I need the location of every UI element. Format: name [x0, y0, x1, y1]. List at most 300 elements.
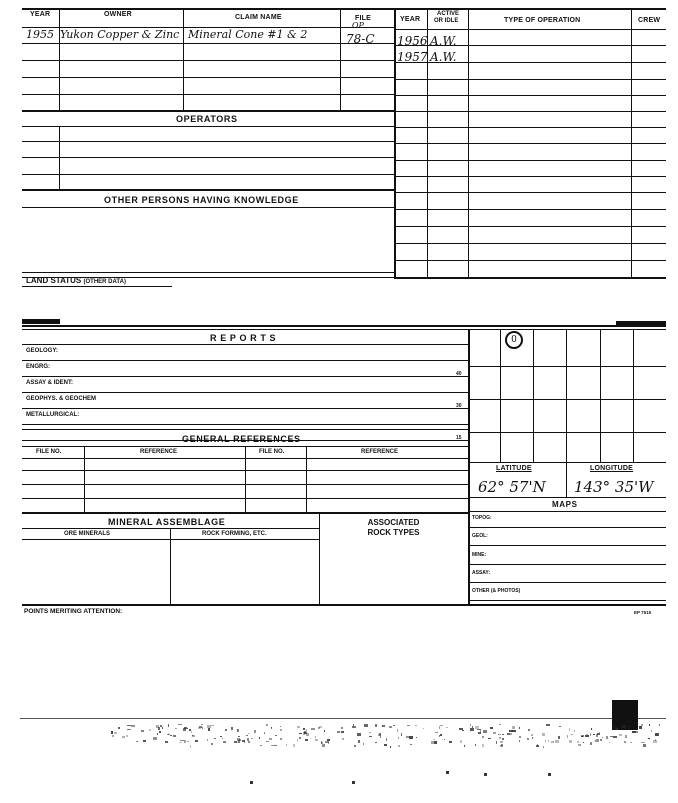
noise-dot: [352, 781, 355, 784]
grid-vertical-line: [500, 329, 501, 462]
noise-speck: [532, 737, 533, 739]
activity-header-line: [394, 29, 666, 30]
noise-speck: [596, 739, 599, 742]
claims-col-divider: [59, 8, 60, 110]
noise-dot: [250, 781, 253, 784]
activity-row-line: [394, 62, 666, 63]
operators-line: [22, 141, 394, 142]
maps-row-label: ASSAY:: [472, 570, 491, 576]
claims-header-owner: OWNER: [104, 11, 132, 18]
noise-speck: [398, 737, 399, 739]
activity-bottom-border: [394, 277, 666, 279]
noise-speck: [546, 724, 549, 726]
noise-speck: [202, 727, 204, 729]
noise-speck: [478, 732, 481, 734]
noise-speck: [187, 741, 189, 742]
noise-speck: [410, 744, 412, 746]
noise-speck: [435, 732, 438, 733]
noise-speck: [297, 726, 300, 727]
noise-speck: [460, 740, 462, 742]
report-row-number: 40: [456, 371, 462, 377]
activity-header-active: ACTIVE: [437, 11, 460, 17]
claims-header-year: YEAR: [30, 11, 51, 18]
mineral-assemblage-heading: MINERAL ASSEMBLAGE: [108, 517, 226, 527]
report-row-label: GEOPHYS. & GEOCHEM: [26, 396, 97, 402]
noise-speck: [266, 741, 269, 742]
noise-speck: [613, 736, 617, 738]
report-row-line: [22, 408, 468, 409]
activity-row-line: [394, 111, 666, 112]
claims-row-line: [22, 60, 394, 61]
noise-speck: [512, 726, 515, 729]
noise-speck: [578, 744, 581, 747]
activity-row-line: [394, 260, 666, 261]
noise-speck: [548, 740, 549, 742]
land-status-subtitle: (OTHER DATA): [83, 279, 126, 285]
noise-speck: [551, 741, 554, 743]
noise-speck: [315, 739, 317, 741]
activity-row-2-year: 1957: [397, 50, 428, 64]
noise-speck: [630, 742, 632, 743]
latlon-divider: [566, 462, 567, 497]
noise-speck: [311, 728, 315, 730]
claims-col-divider: [340, 8, 341, 110]
other-persons-heading: OTHER PERSONS HAVING KNOWLEDGE: [104, 195, 299, 205]
report-row-line: [22, 424, 468, 425]
activity-row-2-status: A.W.: [430, 50, 457, 64]
grid-vertical-line: [566, 329, 567, 462]
claims-row-line: [22, 43, 394, 44]
noise-speck: [648, 738, 650, 740]
noise-speck: [401, 733, 402, 736]
noise-speck: [585, 735, 589, 737]
noise-speck: [127, 729, 131, 730]
noise-speck: [389, 726, 393, 728]
noise-speck: [198, 727, 201, 729]
report-row-line: [22, 360, 468, 361]
noise-speck: [170, 735, 172, 736]
noise-speck: [614, 727, 617, 729]
noise-speck: [475, 726, 479, 729]
noise-speck: [446, 727, 448, 729]
activity-row-1-status: A.W.: [430, 34, 457, 48]
noise-speck: [248, 741, 250, 743]
noise-speck: [569, 740, 572, 742]
claim-entry-owner: Yukon Copper & Zinc: [60, 28, 180, 41]
noise-speck: [112, 735, 114, 737]
noise-speck: [470, 724, 471, 725]
mineral-assoc-divider: [319, 512, 320, 604]
noise-speck: [321, 742, 323, 745]
noise-speck: [490, 727, 493, 729]
noise-speck: [297, 739, 298, 742]
noise-speck: [434, 741, 437, 744]
noise-speck: [379, 733, 381, 736]
noise-speck: [509, 730, 513, 732]
noise-speck: [353, 724, 354, 726]
noise-speck: [369, 736, 372, 737]
grid-vertical-line: [600, 329, 601, 462]
operators-line: [22, 157, 394, 158]
activity-row-line: [394, 160, 666, 161]
noise-speck: [251, 738, 252, 739]
noise-speck: [439, 735, 440, 737]
maps-top-line: [468, 497, 666, 498]
noise-speck: [409, 736, 413, 739]
land-status-label: [26, 276, 126, 285]
noise-speck: [299, 737, 301, 740]
noise-speck: [482, 744, 484, 747]
noise-dot: [446, 771, 449, 774]
associated-line-2: ROCK TYPES: [367, 528, 420, 537]
noise-speck: [602, 737, 603, 738]
activity-row-line: [394, 192, 666, 193]
noise-speck: [111, 731, 113, 734]
noise-speck: [590, 742, 592, 745]
associated-rock-types-heading: [319, 518, 468, 538]
noise-speck: [397, 729, 398, 732]
noise-speck: [358, 740, 360, 743]
noise-speck: [375, 742, 377, 743]
noise-speck: [558, 736, 560, 739]
noise-dot: [548, 773, 551, 776]
claim-entry-year: 1955: [26, 28, 54, 41]
noise-speck: [211, 743, 213, 745]
operators-line: [22, 126, 394, 127]
noise-speck: [567, 735, 568, 738]
claim-entry-claim-name: Mineral Cone #1 & 2: [188, 28, 308, 41]
noise-speck: [639, 726, 642, 729]
noise-speck: [363, 743, 364, 745]
noise-speck: [510, 733, 512, 735]
mineral-col-divider: [170, 528, 171, 604]
noise-speck: [122, 736, 126, 739]
noise-speck: [569, 728, 571, 731]
other-persons-line: [22, 272, 394, 273]
maps-row-label: GEOL:: [472, 533, 488, 539]
grid-horizontal-line: [468, 399, 666, 400]
noise-speck: [464, 745, 465, 747]
noise-speck: [266, 724, 268, 726]
noise-speck: [254, 730, 256, 733]
scan-smudge: [22, 319, 60, 324]
lower-top-border-inner: [22, 329, 666, 330]
noise-speck: [586, 734, 588, 735]
noise-speck: [183, 728, 186, 731]
noise-speck: [382, 725, 385, 727]
noise-speck: [599, 732, 601, 734]
noise-speck: [519, 736, 522, 738]
noise-speck: [590, 733, 591, 736]
noise-speck: [165, 741, 169, 743]
noise-speck: [162, 727, 163, 730]
noise-speck: [143, 740, 145, 742]
noise-speck: [231, 727, 233, 730]
claims-header-file: FILE: [355, 15, 371, 22]
points-meriting-attention: POINTS MERITING ATTENTION:: [24, 608, 123, 615]
ref-header-file-no-2: FILE NO.: [259, 449, 285, 455]
noise-speck: [593, 734, 594, 735]
noise-speck: [583, 742, 584, 743]
report-row-number: 30: [456, 403, 462, 409]
noise-speck: [393, 725, 395, 726]
report-row-label: ASSAY & IDENT:: [26, 380, 74, 386]
noise-speck: [610, 736, 614, 738]
noise-speck: [234, 741, 237, 742]
report-row-label: METALLURGICAL:: [26, 412, 80, 418]
activity-row-line: [394, 79, 666, 80]
noise-speck: [280, 729, 283, 731]
noise-speck: [398, 745, 400, 746]
associated-line-1: ASSOCIATED: [367, 518, 420, 527]
ref-header-file-no-1: FILE NO.: [36, 449, 62, 455]
activity-row-line: [394, 127, 666, 128]
noise-speck: [581, 736, 584, 737]
noise-speck: [369, 732, 371, 733]
noise-speck: [195, 740, 198, 742]
noise-speck: [136, 741, 139, 743]
noise-speck: [244, 742, 245, 744]
noise-speck: [440, 725, 443, 726]
ref-bottom-border: [22, 512, 468, 514]
operators-bottom-border: [22, 189, 394, 191]
noise-speck: [114, 732, 117, 734]
noise-speck: [248, 733, 251, 735]
operators-heading: OPERATORS: [176, 114, 238, 124]
lower-top-border: [22, 325, 666, 327]
noise-speck: [542, 733, 545, 736]
noise-speck: [628, 727, 630, 728]
noise-speck: [643, 744, 647, 747]
noise-speck: [342, 738, 344, 740]
grid-horizontal-line: [468, 366, 666, 367]
noise-speck: [191, 731, 192, 733]
noise-speck: [175, 728, 177, 729]
noise-speck: [502, 734, 504, 735]
noise-speck: [472, 726, 473, 728]
claims-header-claim-name: CLAIM NAME: [235, 14, 282, 21]
noise-speck: [545, 740, 547, 742]
reports-heading: R E P O R T S: [210, 333, 277, 343]
noise-speck: [157, 733, 158, 735]
activity-header-crew: CREW: [638, 17, 661, 24]
ref-col-divider: [84, 446, 85, 512]
noise-speck: [357, 733, 361, 736]
activity-row-line: [394, 45, 666, 46]
noise-speck: [543, 746, 544, 748]
noise-speck: [600, 739, 602, 742]
noise-speck: [141, 730, 144, 732]
noise-speck: [499, 724, 501, 725]
noise-speck: [187, 728, 188, 730]
grid-circle-mark: [505, 331, 523, 349]
report-row-label: GEOLOGY:: [26, 348, 58, 354]
noise-speck: [274, 745, 277, 746]
noise-speck: [571, 734, 573, 736]
noise-speck: [225, 729, 227, 731]
noise-speck: [606, 736, 609, 739]
report-row-line: [22, 392, 468, 393]
noise-speck: [305, 739, 308, 742]
grid-mark-text: 0: [511, 335, 517, 345]
activity-header-type: TYPE OF OPERATION: [504, 17, 581, 24]
noise-speck: [246, 735, 247, 736]
claims-bottom-border: [22, 110, 394, 112]
form-code: EP 7515: [634, 610, 652, 615]
activity-row-line: [394, 209, 666, 210]
noise-speck: [622, 725, 626, 728]
noise-speck: [306, 733, 309, 736]
noise-speck: [159, 731, 161, 733]
noise-speck: [208, 728, 210, 731]
noise-speck: [444, 739, 445, 741]
noise-speck: [223, 741, 226, 743]
latitude-value: 62° 57'N: [478, 478, 546, 496]
noise-speck: [364, 724, 368, 727]
noise-speck: [328, 742, 330, 744]
noise-speck: [189, 729, 192, 731]
latitude-label: LATITUDE: [496, 465, 532, 472]
latlon-top-line: [468, 462, 666, 463]
noise-speck: [354, 745, 356, 747]
noise-speck: [260, 745, 262, 746]
noise-speck: [459, 728, 463, 730]
report-bottom-line: [22, 429, 468, 430]
noise-speck: [433, 739, 436, 740]
maps-row-label: OTHER (& PHOTOS): [472, 588, 521, 594]
maps-row-line: [468, 582, 666, 583]
ref-col-divider: [306, 446, 307, 512]
noise-speck: [211, 725, 215, 726]
activity-row-line: [394, 176, 666, 177]
noise-speck: [264, 732, 266, 735]
rock-forming-header: ROCK FORMING, ETC.: [202, 531, 267, 537]
noise-speck: [341, 727, 344, 729]
noise-speck: [118, 727, 120, 729]
noise-speck: [173, 735, 176, 737]
maps-row-label: MINE:: [472, 552, 487, 558]
noise-speck: [496, 741, 498, 744]
claims-row-line: [22, 94, 394, 95]
noise-speck: [156, 725, 160, 728]
noise-speck: [559, 726, 561, 727]
maps-row-line: [468, 527, 666, 528]
noise-speck: [207, 739, 209, 742]
noise-speck: [502, 738, 504, 741]
noise-speck: [531, 734, 534, 735]
maps-row-line: [468, 600, 666, 601]
noise-speck: [190, 745, 191, 748]
claims-col-divider: [183, 8, 184, 110]
noise-speck: [269, 738, 272, 740]
noise-speck: [375, 724, 377, 727]
noise-speck: [462, 730, 464, 731]
noise-speck: [247, 738, 249, 741]
noise-speck: [632, 731, 635, 733]
noise-speck: [555, 740, 559, 743]
noise-speck: [415, 725, 417, 727]
general-references-heading: GENERAL REFERENCES: [182, 434, 301, 444]
activity-row-line: [394, 243, 666, 244]
activity-row-line: [394, 95, 666, 96]
noise-speck: [192, 735, 194, 736]
maps-heading: MAPS: [552, 500, 578, 509]
longitude-label: LONGITUDE: [590, 465, 634, 472]
noise-speck: [416, 737, 417, 739]
claim-entry-file-prefix: OP: [352, 21, 364, 30]
noise-speck: [624, 741, 626, 743]
noise-speck: [280, 726, 281, 728]
noise-speck: [519, 727, 521, 730]
noise-speck: [299, 733, 302, 735]
noise-speck: [619, 734, 623, 736]
ref-header-reference-1: REFERENCE: [140, 449, 178, 455]
ref-header-reference-2: REFERENCE: [361, 449, 399, 455]
noise-speck: [527, 738, 528, 739]
noise-speck: [609, 742, 610, 744]
noise-speck: [131, 725, 135, 727]
land-status-title: LAND STATUS: [26, 276, 82, 285]
activity-header-idle: OR IDLE: [434, 18, 459, 24]
noise-speck: [237, 729, 239, 732]
longitude-value: 143° 35'W: [574, 478, 654, 496]
noise-speck: [649, 724, 650, 726]
reports-header-line: [22, 344, 468, 345]
noise-speck: [341, 731, 344, 733]
report-row-label: ENGRG:: [26, 364, 50, 370]
noise-speck: [386, 738, 387, 741]
noise-speck: [149, 729, 151, 731]
operators-col-divider: [59, 126, 60, 189]
noise-speck: [493, 732, 497, 735]
operators-line: [22, 174, 394, 175]
noise-speck: [315, 736, 317, 738]
ref-col-divider: [245, 446, 246, 512]
claims-row-line: [22, 77, 394, 78]
noise-speck: [168, 724, 170, 727]
noise-speck: [324, 730, 326, 733]
noise-speck: [483, 730, 486, 733]
noise-speck: [440, 734, 442, 736]
ore-minerals-header: ORE MINERALS: [64, 531, 111, 537]
activity-header-year: YEAR: [400, 16, 421, 23]
noise-speck: [597, 733, 600, 735]
noise-speck: [519, 740, 521, 741]
noise-speck: [500, 741, 503, 743]
maps-header-line: [468, 511, 666, 512]
noise-speck: [407, 725, 409, 726]
noise-speck: [498, 734, 501, 736]
noise-speck: [286, 744, 288, 746]
noise-speck: [318, 727, 320, 729]
noise-speck: [384, 744, 387, 746]
noise-speck: [238, 740, 240, 743]
noise-speck: [390, 746, 391, 748]
noise-speck: [201, 724, 204, 725]
right-panel-border: [468, 329, 470, 604]
claim-entry-file: 78-C: [346, 32, 375, 46]
report-row-number: 15: [456, 435, 462, 441]
noise-speck: [488, 738, 491, 740]
noise-speck: [275, 735, 277, 736]
noise-speck: [310, 738, 311, 740]
maps-row-label: TOPOG:: [472, 515, 492, 521]
noise-speck: [153, 737, 157, 740]
activity-row-line: [394, 226, 666, 227]
noise-speck: [537, 744, 538, 747]
noise-speck: [178, 724, 181, 725]
maps-row-line: [468, 545, 666, 546]
